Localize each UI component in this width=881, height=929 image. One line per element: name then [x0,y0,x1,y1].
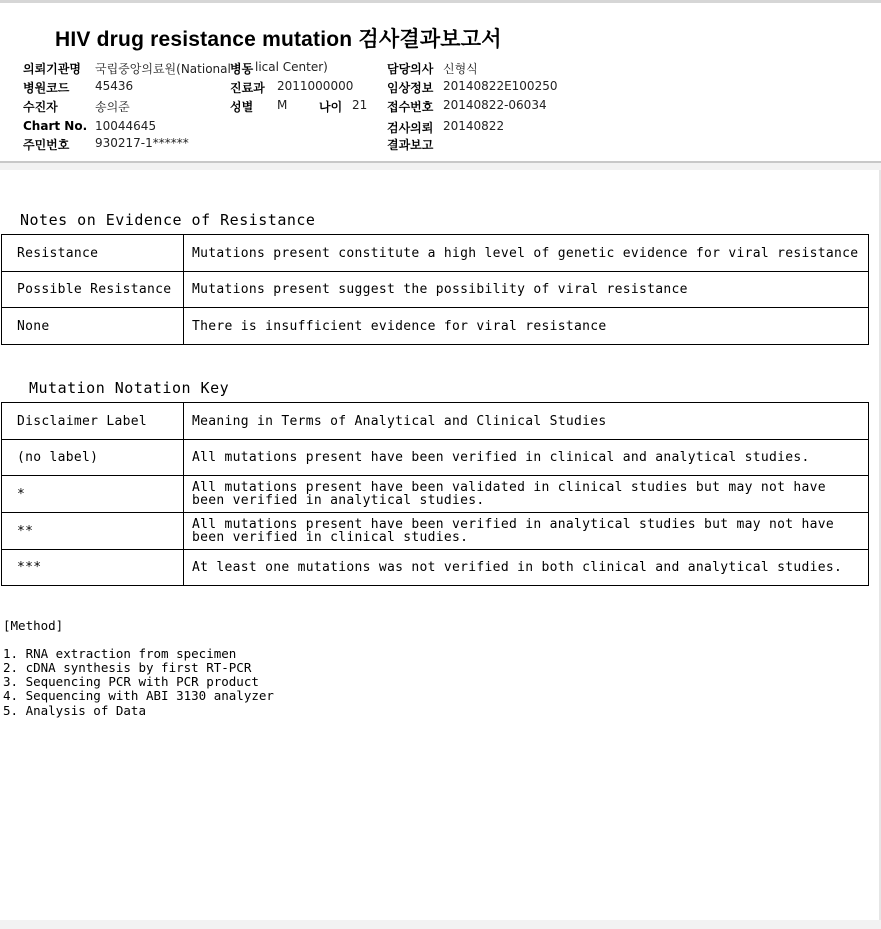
evidence-text: Mutations present constitute a high level of genetic evidence for viral resistance [184,235,869,272]
notation-text: At least one mutations was not verified in both clinical and analytical studies. [184,550,869,586]
method-step: 1. RNA extraction from specimen [3,646,237,661]
sex-value: M [277,98,288,112]
report-body [0,170,879,920]
method-step: 5. Analysis of Data [3,703,146,718]
method-step: 4. Sequencing with ABI 3130 analyzer [3,688,274,703]
notation-label: (no label) [2,440,184,476]
patient-label: 수진자 [23,100,58,114]
hospital-code-value: 45436 [95,79,134,93]
table-row [2,308,869,345]
clinical-info-label: 임상정보 [387,81,434,95]
table-row [2,550,869,586]
clinical-info-value: 20140822E100250 [443,79,558,93]
chart-value: 10044645 [95,119,157,133]
hospital-code-label: 병원코드 [23,81,70,95]
request-value: 20140822 [443,119,505,133]
table-row [2,476,869,513]
notation-label: ** [2,513,184,550]
ward-value: lical Center) [255,60,328,74]
dept-value: 2011000000 [277,79,354,93]
table-header-row [2,403,869,440]
table-row [2,272,869,308]
method-step: 3. Sequencing PCR with PCR product [3,674,259,689]
report-title: HIV drug resistance mutation 검사결과보고서 [55,28,502,51]
patient-value: 송의준 [95,100,130,114]
evidence-section-title: Notes on Evidence of Resistance [20,211,316,229]
ward-label: 병동 [230,62,254,76]
method-title: [Method] [3,618,64,633]
evidence-label: Resistance [2,235,184,272]
notation-label: * [2,476,184,513]
request-label: 검사의뢰 [387,121,434,135]
table-row [2,513,869,550]
evidence-label: Possible Resistance [2,272,184,308]
institution-label: 의뢰기관명 [23,62,81,76]
chart-label: Chart No. [23,119,88,133]
receipt-value: 20140822-06034 [443,98,547,112]
institution-value: 국립중앙의료원(National [95,62,231,76]
notation-header-text: Meaning in Terms of Analytical and Clinical Studies [184,403,869,440]
sex-label: 성별 [230,100,254,114]
evidence-text: Mutations present suggest the possibility of viral resistance [184,272,869,308]
doctor-value: 신형식 [443,62,478,76]
table-row [2,440,869,476]
method-step: 2. cDNA synthesis by first RT-PCR [3,660,252,675]
notation-section-title: Mutation Notation Key [29,379,230,397]
age-value: 21 [352,98,368,112]
notation-text: All mutations present have been verified in clinical and analytical studies. [184,440,869,476]
report-label: 결과보고 [387,138,434,152]
evidence-label: None [2,308,184,345]
notation-text: All mutations present have been validated in clinical studies but may not have been verified in analytical studies. [184,476,869,513]
resident-label: 주민번호 [23,138,70,152]
evidence-table [1,234,869,345]
resident-value: 930217-1****** [95,136,189,150]
notation-table [1,402,869,586]
report-header [0,0,881,163]
notation-header-label: Disclaimer Label [2,403,184,440]
dept-label: 진료과 [230,81,265,95]
receipt-label: 접수번호 [387,100,434,114]
table-row [2,235,869,272]
notation-text: All mutations present have been verified in analytical studies but may not have been verified in clinical studies. [184,513,869,550]
age-label: 나이 [319,100,343,114]
doctor-label: 담당의사 [387,62,434,76]
evidence-text: There is insufficient evidence for viral resistance [184,308,869,345]
notation-label: *** [2,550,184,586]
